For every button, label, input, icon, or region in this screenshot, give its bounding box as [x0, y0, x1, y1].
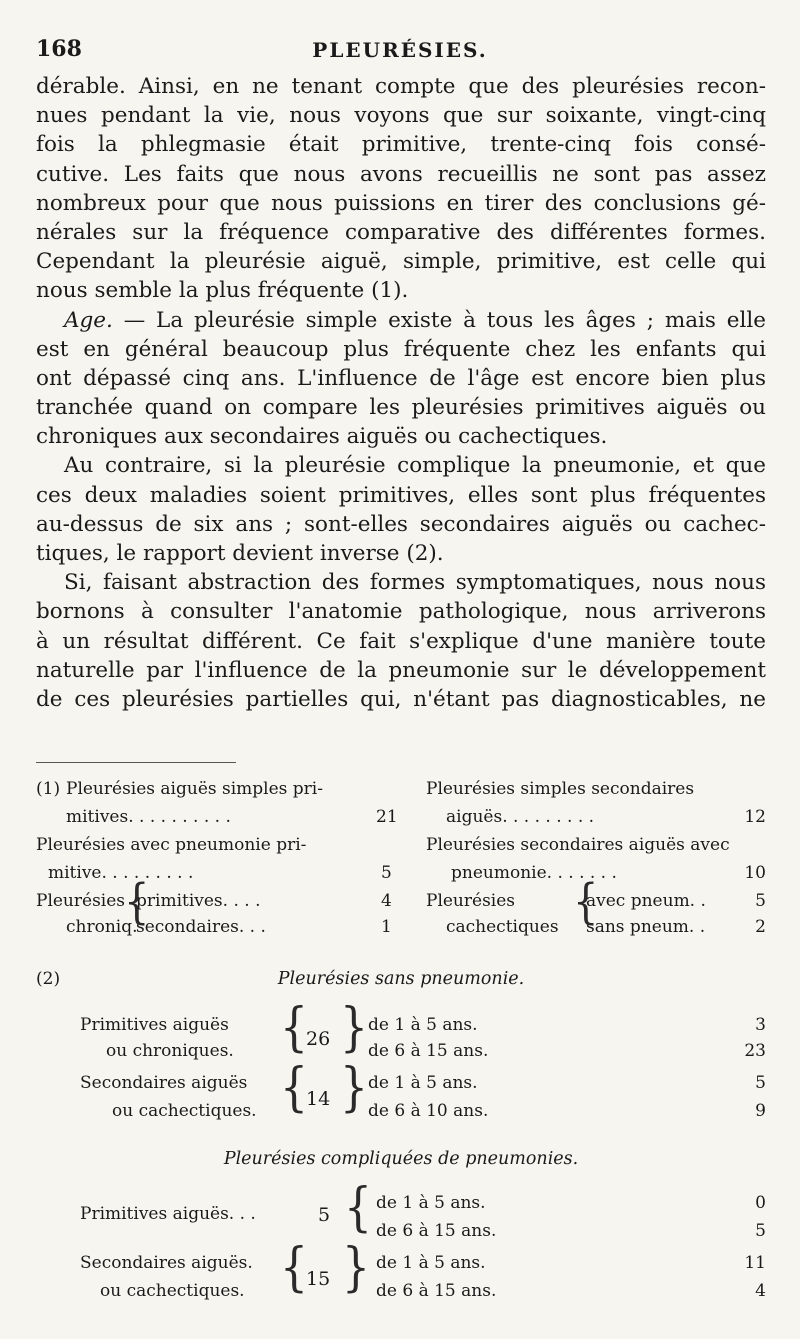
brace-glyph: { — [280, 1236, 308, 1298]
brace-glyph: { — [280, 996, 308, 1058]
text-line: est en général beaucoup plus fréquente chez les enfants qui — [36, 336, 766, 362]
note-label: Pleurésies simples secondaires — [426, 779, 695, 799]
note-value: 4 — [381, 891, 392, 911]
running-title: PLEURÉSIES. — [312, 38, 488, 62]
note-label: secondaires. . . — [136, 917, 266, 937]
text-line: ont dépassé cinq ans. L'influence de l'âge est encore bien plus — [36, 365, 766, 391]
text-line: nérales sur la fréquence comparative des différentes formes. — [36, 219, 766, 245]
note-label: de 6 à 15 ans. — [368, 1041, 489, 1061]
note-label: chroniq. — [66, 917, 138, 937]
text-line: Si, faisant abstraction des formes symptomatiques, nous nous — [64, 570, 766, 596]
footnote-2-row — [36, 966, 766, 992]
note-label: Pleurésies — [426, 891, 516, 911]
note-label: aiguës. . . . . . . . . — [446, 807, 595, 827]
text-line: ces deux maladies soient primitives, elles sont plus fréquentes — [36, 482, 766, 508]
note-value: 5 — [755, 1073, 766, 1093]
footnote-2-row — [36, 1278, 766, 1304]
note-value: 0 — [755, 1193, 766, 1213]
text-line: bornons à consulter l'anatomie pathologique, nous arriverons — [36, 599, 766, 625]
note-value: 1 — [381, 917, 392, 937]
text-line: tranchée quand on compare les pleurésies primitives aiguës ou — [36, 395, 766, 421]
brace-glyph: { — [573, 874, 599, 930]
brace-glyph: } — [340, 1056, 368, 1118]
text-line-age — [36, 306, 766, 335]
note-label: de 1 à 5 ans. — [376, 1253, 486, 1273]
note-label: ou cachectiques. — [100, 1281, 245, 1301]
footnote-rule — [36, 762, 236, 763]
brace-glyph: { — [124, 874, 150, 930]
table-heading: Pleurésies compliquées de pneumonies. — [223, 1149, 579, 1169]
note-value: 23 — [744, 1041, 766, 1061]
footnote-marker: (1) — [36, 779, 61, 799]
group-total: 5 — [318, 1204, 331, 1226]
text-line: nombreux pour que nous puissions en tirer des conclusions gé- — [36, 190, 766, 216]
footnote-2-row — [36, 1218, 766, 1244]
text-line: tiques, le rapport devient inverse (2). — [36, 541, 444, 566]
brace-glyph: } — [342, 1236, 370, 1298]
footnote-1-row — [36, 804, 766, 830]
text-line: chroniques aux secondaires aiguës ou cachectiques. — [36, 424, 608, 450]
note-value: 9 — [755, 1101, 766, 1121]
note-label: de 6 à 15 ans. — [376, 1281, 497, 1301]
note-label: Primitives aiguës — [80, 1015, 229, 1035]
text-line: à un résultat différent. Ce fait s'explique d'une manière toute — [36, 628, 766, 654]
footnote-2-row — [36, 1146, 766, 1172]
age-text: — La pleurésie simple existe à tous les âges ; mais elle — [112, 307, 766, 333]
footnote-marker: (2) — [36, 969, 61, 989]
main-text — [36, 72, 766, 714]
note-value: 5 — [755, 1221, 766, 1241]
note-label: Pleurésies secondaires aiguës avec — [426, 835, 730, 855]
note-value: 2 — [755, 917, 766, 937]
group-total: 15 — [306, 1268, 331, 1290]
footnote-1-row — [36, 776, 766, 802]
group-total: 14 — [306, 1088, 331, 1110]
note-label: Secondaires aiguës — [80, 1073, 248, 1093]
note-value: 21 — [376, 807, 398, 827]
note-label: Primitives aiguës. . . — [80, 1204, 256, 1224]
page-header — [36, 36, 764, 66]
note-label: primitives. . . . — [136, 891, 261, 911]
note-value: 11 — [744, 1253, 766, 1273]
text-line: Au contraire, si la pleurésie complique la pneumonie, et que — [64, 453, 766, 479]
footnote-1-row — [36, 832, 766, 858]
note-label: ou cachectiques. — [112, 1101, 257, 1121]
footnote-2-row — [36, 1038, 766, 1064]
note-label: de 6 à 15 ans. — [376, 1221, 497, 1241]
note-label: de 1 à 5 ans. — [368, 1015, 478, 1035]
note-label: de 1 à 5 ans. — [376, 1193, 486, 1213]
note-label: Secondaires aiguës. — [80, 1253, 253, 1273]
age-label: Age. — [64, 307, 113, 333]
text-line: fois la phlegmasie était primitive, trente-cinq fois consé- — [36, 132, 766, 158]
text-line: naturelle par l'influence de la pneumonie sur le développement — [36, 657, 766, 683]
note-label: ou chroniques. — [106, 1041, 234, 1061]
note-label: mitives. . . . . . . . . . — [66, 807, 231, 827]
footnote-2-row — [36, 1250, 766, 1276]
text-line: Cependant la pleurésie aiguë, simple, primitive, est celle qui — [36, 249, 766, 275]
brace-glyph: { — [344, 1176, 372, 1238]
table-heading: Pleurésies sans pneumonie. — [277, 969, 525, 989]
note-label: Pleurésies — [36, 891, 126, 911]
note-value: 10 — [744, 863, 766, 883]
note-label: Pleurésies aiguës simples pri- — [66, 779, 323, 799]
text-line: cutive. Les faits que nous avons recueillis ne sont pas assez — [36, 161, 766, 187]
note-value: 12 — [744, 807, 766, 827]
page-number: 168 — [36, 36, 82, 62]
note-label: sans pneum. . — [586, 917, 706, 937]
footnote-2-row — [36, 1070, 766, 1096]
note-label: Pleurésies avec pneumonie pri- — [36, 835, 307, 855]
note-value: 5 — [381, 863, 392, 883]
note-label: avec pneum. . — [586, 891, 706, 911]
footnote-2-row — [36, 1098, 766, 1124]
brace-glyph: { — [280, 1056, 308, 1118]
note-value: 3 — [755, 1015, 766, 1035]
text-line: dérable. Ainsi, en ne tenant compte que des pleurésies recon- — [36, 74, 766, 99]
text-line: nues pendant la vie, nous voyons que sur soixante, vingt-cinq — [36, 103, 766, 129]
note-value: 5 — [755, 891, 766, 911]
group-total: 26 — [306, 1028, 331, 1050]
note-label: de 6 à 10 ans. — [368, 1101, 489, 1121]
footnote-2-row — [36, 1012, 766, 1038]
text-line: de ces pleurésies partielles qui, n'étant pas diagnosticables, ne — [36, 686, 766, 712]
text-line: au-dessus de six ans ; sont-elles secondaires aiguës ou cachec- — [36, 511, 766, 537]
note-value: 4 — [755, 1281, 766, 1301]
text-line: nous semble la plus fréquente (1). — [36, 278, 409, 304]
brace-glyph: } — [340, 996, 368, 1058]
note-label: de 1 à 5 ans. — [368, 1073, 478, 1093]
note-label: mitive. . . . . . . . . — [48, 863, 194, 883]
note-label: pneumonie. . . . . . . — [451, 863, 617, 883]
note-label: cachectiques — [446, 917, 559, 937]
